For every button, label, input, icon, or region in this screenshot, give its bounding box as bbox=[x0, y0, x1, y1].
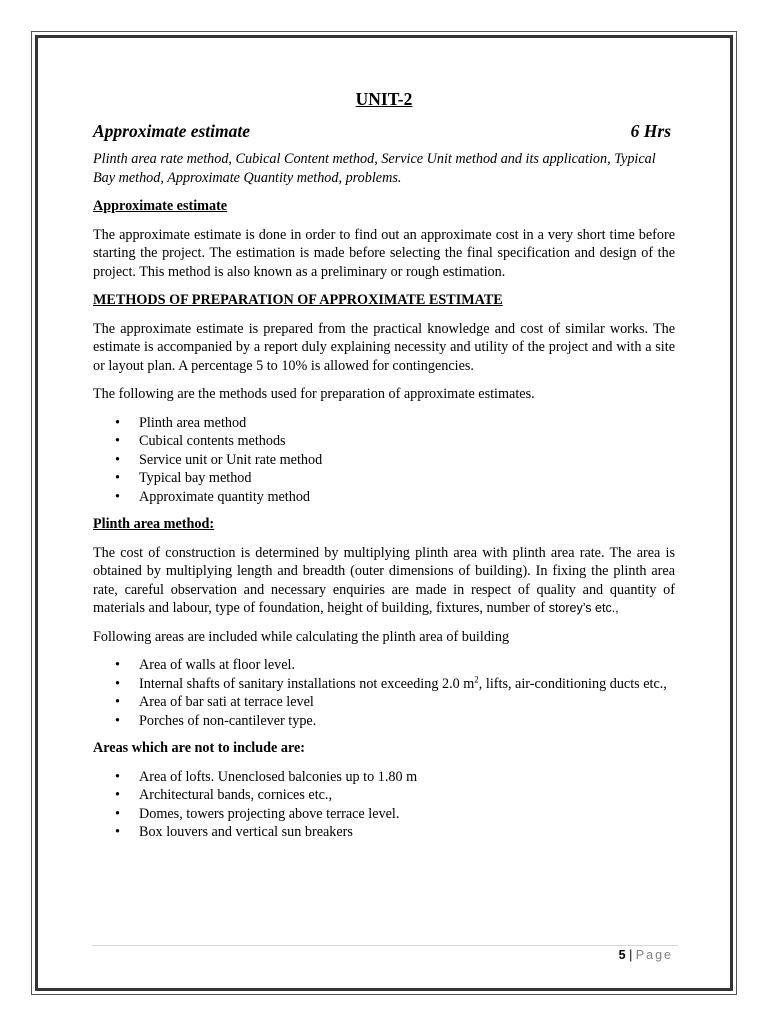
methods-intro: The following are the methods used for preparation of approximate estimates. bbox=[93, 386, 535, 402]
excluded-areas-heading: Areas which are not to include are: bbox=[93, 740, 306, 756]
section-title: Approximate estimate bbox=[93, 121, 251, 141]
plinth-area-paragraph-tail: storey’s etc., bbox=[548, 601, 619, 615]
methods-heading: METHODS OF PREPARATION OF APPROXIMATE ESTIMATE bbox=[93, 292, 503, 308]
approx-estimate-heading: Approximate estimate bbox=[93, 198, 228, 214]
methods-list bbox=[93, 414, 675, 507]
list-item: • Service unit or Unit rate method bbox=[139, 451, 675, 470]
unit-title: UNIT-2 bbox=[355, 89, 413, 109]
list-item-text: , lifts, air-conditioning ducts etc., bbox=[478, 675, 667, 692]
page-label: Page bbox=[635, 948, 673, 962]
page-separator: | bbox=[629, 948, 633, 962]
syllabus-text: Plinth area rate method, Cubical Content method, Service Unit method and its application, Typical Bay method, Approximate Quantity method, problems. bbox=[93, 151, 656, 186]
plinth-area-paragraph-main: The cost of construction is determined by multiplying plinth area with plinth area rate. The area is obtained by multiplying length and breadth (outer dimensions of building). In fixing the plinth area rate, careful observation and necessary enquiries are made in respect of quality and quantity of materials and labour, type of foundation, height of building, fixtures, number of bbox=[93, 544, 675, 616]
list-item: • Area of lofts. Unenclosed balconies up to 1.80 m bbox=[139, 768, 675, 787]
document-body bbox=[93, 88, 675, 851]
section-hours: 6 Hrs bbox=[630, 121, 671, 141]
list-item: • Architectural bands, cornices etc., bbox=[139, 786, 675, 805]
list-item: • Typical bay method bbox=[139, 469, 675, 488]
page-footer bbox=[619, 948, 673, 962]
excluded-areas-list bbox=[93, 768, 675, 842]
list-item: • Porches of non-cantilever type. bbox=[139, 712, 675, 731]
section-heading bbox=[93, 120, 675, 142]
plinth-area-paragraph bbox=[93, 544, 675, 618]
list-item: • Domes, towers projecting above terrace level. bbox=[139, 805, 675, 824]
plinth-area-heading: Plinth area method: bbox=[93, 516, 215, 532]
list-item: • Area of walls at floor level. bbox=[139, 656, 675, 675]
footer-divider bbox=[92, 945, 678, 946]
methods-paragraph: The approximate estimate is prepared from the practical knowledge and cost of similar works. The estimate is accompanied by a report duly explaining necessity and utility of the project and with a site or layout plan. A percentage 5 to 10% is allowed for contingencies. bbox=[93, 320, 675, 374]
approx-estimate-paragraph: The approximate estimate is done in order to find out an approximate cost in a very short time before starting the project. The estimation is made before selecting the final specification and design of the project. This method is also known as a preliminary or rough estimation. bbox=[93, 226, 675, 280]
page-number: 5 bbox=[618, 948, 626, 962]
list-item-text: Internal shafts of sanitary installations not exceeding 2.0 m bbox=[139, 675, 475, 692]
list-item: • Cubical contents methods bbox=[139, 432, 675, 451]
included-areas-intro: Following areas are included while calculating the plinth area of building bbox=[93, 628, 510, 645]
included-areas-list bbox=[93, 656, 675, 730]
list-item bbox=[139, 675, 675, 694]
list-item: • Area of bar sati at terrace level bbox=[139, 693, 675, 712]
superscript: 2 bbox=[474, 673, 479, 684]
list-item: • Box louvers and vertical sun breakers bbox=[139, 823, 675, 842]
list-item: • Approximate quantity method bbox=[139, 488, 675, 507]
list-item: • Plinth area method bbox=[139, 414, 675, 433]
